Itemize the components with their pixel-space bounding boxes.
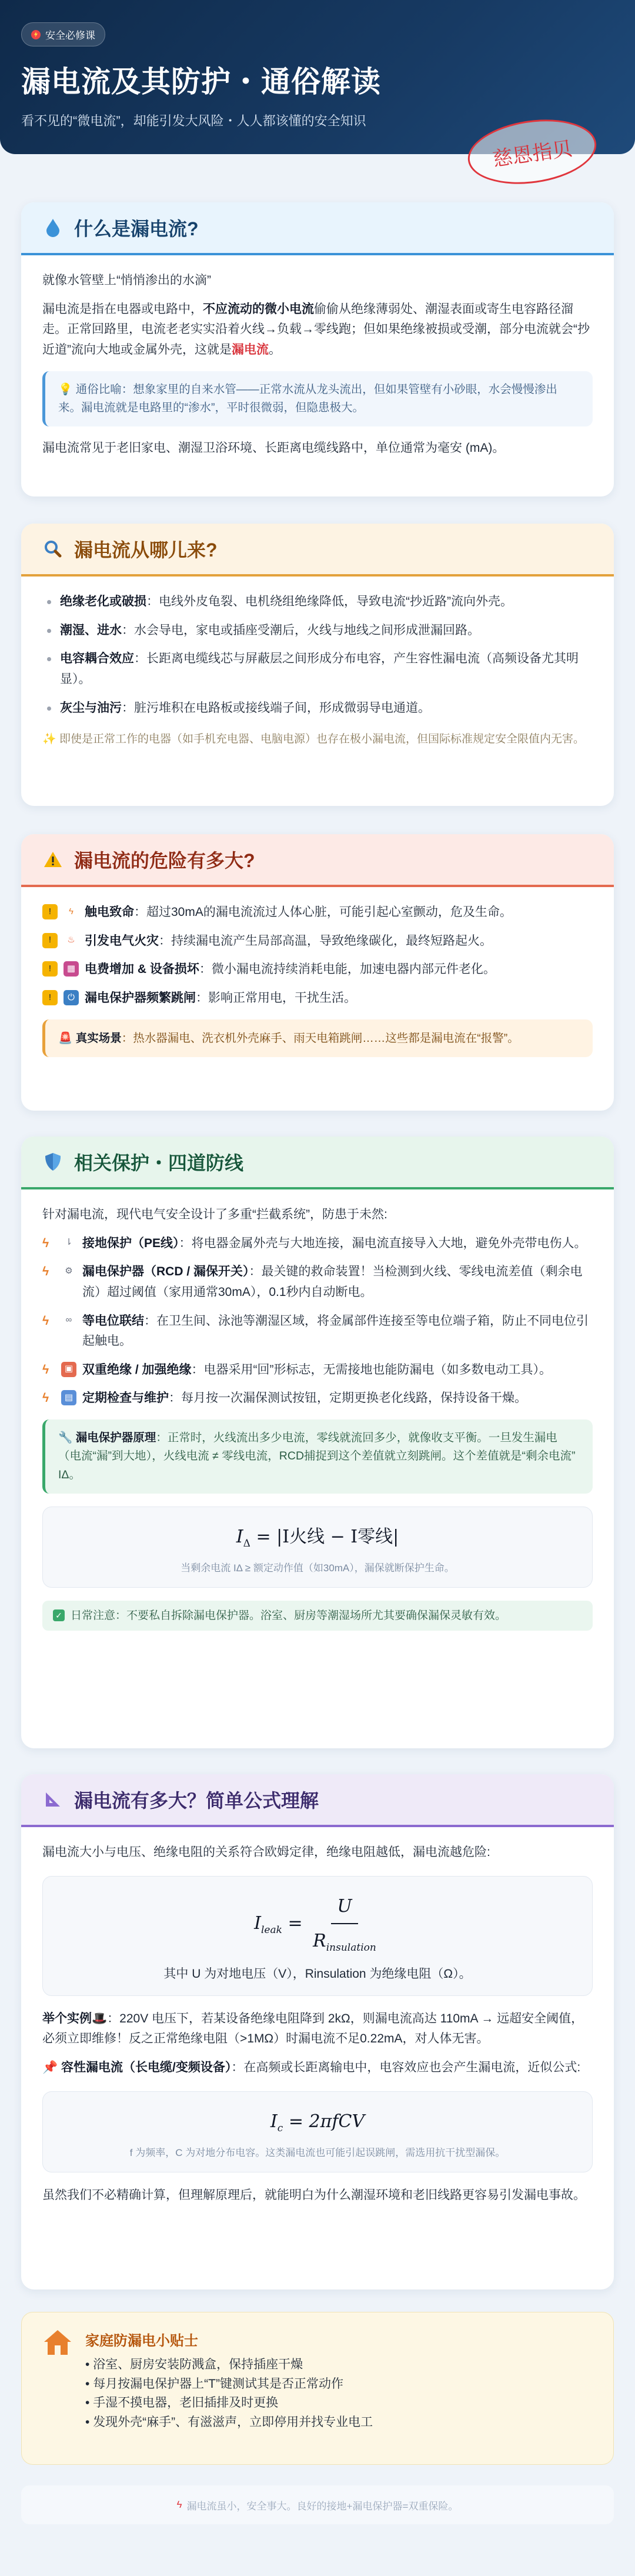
list-item: ϟ ▣ 双重绝缘 / 加强绝缘：电器采用“回”形标志，无需接地也能防漏电（如多数电动工具）。 [42, 1360, 593, 1381]
source-list [42, 592, 593, 718]
list-item: 电容耦合效应：长距离电缆线芯与屏蔽层之间形成分布电容，产生容性漏电流（高频设备尤其明显）。 [42, 649, 593, 689]
lightbulb-icon: 💡 [58, 382, 76, 396]
list-item: 潮湿、进水：水会导电，家电或插座受潮后，火线与地线之间形成泄漏回路。 [42, 621, 593, 641]
list-item: ! ♨ 引发电气火灾：持续漏电流产生局部高温，导致绝缘碳化，最终短路起火。 [42, 931, 593, 952]
stamp-seal: 慈恩指贝 [464, 112, 601, 192]
checkbox-icon: ✓ [53, 1609, 65, 1621]
formula-intro: 漏电流大小与电压、绝缘电阻的关系符合欧姆定律，绝缘电阻越低，漏电流越危险: [42, 1845, 490, 1859]
page-title: 漏电流及其防护・通俗解读 [21, 65, 381, 98]
house-icon [43, 2329, 72, 2448]
list-item: ! ▦ 电费增加 & 设备损坏：微小漏电流持续消耗电能，加速电器内部元件老化。 [42, 959, 593, 980]
footer [21, 2485, 614, 2524]
home-tips-title: 家庭防漏电小贴士 [85, 2333, 198, 2349]
list-item: ϟ ⇂ 接地保护（PE线）：将电器金属外壳与大地连接，漏电流直接导入大地，避免外壳带电伤人。 [42, 1234, 593, 1254]
section-header [21, 202, 614, 255]
warning-icon: ! [42, 961, 58, 977]
list-item: • 手湿不摸电器，老旧插排及时更换 [85, 2394, 373, 2413]
home-tips-list [85, 2355, 373, 2432]
page-subtitle: 看不见的“微电流”，却能引发大风险・人人都该懂的安全知识 [21, 114, 366, 128]
section-title: 漏电流的危险有多大? [74, 850, 255, 871]
section-header [21, 834, 614, 887]
section-title: 漏电流从哪儿来? [74, 539, 218, 561]
example-paragraph: 举个实例🎩：220V 电压下，若某设备绝缘电阻降到 2kΩ，则漏电流高达 110mA → 远超安全阈值，必须立即维修！反之正常绝缘电阻（>1MΩ）时漏电流不足0.22mA，对人体无害。 [42, 2011, 584, 2046]
home-tips-card [21, 2312, 614, 2465]
lightning-icon: ϟ [42, 1314, 49, 1328]
rcd-principle-callout: 🔧 漏电保护器原理：正常时，火线流出多少电流，零线就流回多少，就像收支平衡。一旦发生漏电（电流“漏”到大地），火线电流 ≠ 零线电流，RCD捕捉到这个差值就立刻跳闸。这个差值就是“剩余电流” IΔ。 [42, 1419, 593, 1494]
chain-icon: ∞ [65, 1315, 72, 1325]
sparkle-icon: ✨ [42, 733, 59, 746]
list-item: ϟ ∞ 等电位联结：在卫生间、泳池等潮湿区域，将金属部件连接至等电位端子箱，防止不同电位引起触电。 [42, 1311, 593, 1352]
warning-icon: ! [42, 904, 58, 919]
pin-icon: 📌 [42, 2061, 61, 2075]
water-drop-icon [42, 217, 63, 238]
protection-list [42, 1234, 593, 1409]
formula-caption: 当剩余电流 IΔ ≥ 额定动作值（如30mA），漏保就断保护生命。 [181, 1562, 454, 1574]
lightning-icon [31, 30, 41, 39]
section-title: 相关保护・四道防线 [74, 1152, 244, 1174]
warning-icon: ! [42, 990, 58, 1005]
section-protection [21, 1137, 614, 1748]
switch-icon: ⏻ [63, 990, 79, 1005]
magnifier-icon [42, 538, 63, 559]
lightning-icon: ϟ [42, 1362, 49, 1377]
triangle-ruler-icon [42, 1789, 63, 1810]
safety-badge [21, 22, 105, 46]
chart-icon: ▦ [63, 961, 79, 977]
list-item: 绝缘老化或破损：电线外皮龟裂、电机绕组绝缘降低，导致电流“抄近路”流向外壳。 [42, 592, 593, 612]
protection-intro: 针对漏电流，现代电气安全设计了多重“拦截系统”，防患于未然: [42, 1208, 387, 1221]
common-cases: 漏电流常见于老旧家电、潮湿卫浴环境、长距离电缆线路中，单位通常为毫安 (mA)。 [42, 441, 505, 455]
warning-icon: ! [42, 933, 58, 948]
section-header [21, 1137, 614, 1189]
danger-list [42, 902, 593, 1009]
shield-icon [42, 1151, 63, 1172]
section-title: 漏电流有多大？简单公式理解 [74, 1790, 319, 1811]
lightning-icon: ϟ [176, 2499, 182, 2510]
daily-note: ✓ 日常注意：不要私自拆除漏电保护器。浴室、厨房等潮湿场所尤其要确保漏保灵敏有效。 [42, 1601, 593, 1631]
list-item: 灰尘与油污：脏污堆积在电路板或接线端子间，形成微弱导电通道。 [42, 698, 593, 719]
list-item: • 发现外壳“麻手”、有滋滋声，立即停用并找专业电工 [85, 2413, 373, 2432]
analogy-tip: 💡 通俗比喻：想象家里的自来水管——正常水流从龙头流出，但如果管壁有小砂眼，水会慢慢渗出来。漏电流就是电路里的“渗水”，平时很微弱，但隐患极大。 [42, 371, 593, 426]
list-item: ! ϟ 触电致命：超过30mA的漏电流流过人体心脏，可能引起心室颤动，危及生命。 [42, 902, 593, 923]
fire-icon: ♨ [67, 935, 75, 945]
formula-caption: 其中 U 为对地电压（V），Rinsulation 为绝缘电阻（Ω）。 [163, 1967, 472, 1981]
lightning-icon: ϟ [42, 1265, 49, 1279]
ohm-law-formula: $I_{leak}$ = $\frac{U}{R_{insulation}}$ 其中 U 为对地电压（V），Rinsulation 为绝缘电阻（Ω）。 [42, 1876, 593, 1996]
lightning-icon: ϟ [42, 1236, 49, 1250]
section-header [21, 1774, 614, 1827]
formula-caption: f 为频率，C 为对地分布电容。这类漏电流也可能引起误跳闸，需选用抗干扰型漏保。 [129, 2147, 506, 2158]
section-danger [21, 834, 614, 1111]
alarm-icon: 🚨 [58, 1031, 76, 1045]
pin-icon: ⇂ [65, 1237, 73, 1248]
list-item: • 浴室、厨房安装防溅盒，保持插座干燥 [85, 2355, 373, 2375]
list-item: ϟ ⚙ 漏电保护器（RCD / 漏保开关）：最关键的救命装置！当检测到火线、零线电流差值（剩余电流）超过阈值（家用通常30mA），0.1秒内自动断电。 [42, 1262, 593, 1302]
gear-icon: ⚙ [65, 1265, 73, 1276]
section-formula [21, 1774, 614, 2290]
section-header [21, 524, 614, 576]
analogy-line: 就像水管壁上“悄悄渗出的水滴” [42, 274, 211, 287]
formula-outro: 虽然我们不必精确计算，但理解原理后，就能明白为什么潮湿环境和老旧线路更容易引发漏电事故。 [42, 2188, 586, 2202]
warning-icon [42, 849, 63, 870]
lightning-icon: ϟ [42, 1391, 49, 1405]
footer-text: 漏电流虽小，安全事大。良好的接地+漏电保护器=双重保险。 [186, 2500, 459, 2512]
square-icon: ▣ [61, 1362, 76, 1377]
section-title: 什么是漏电流? [74, 218, 199, 239]
source-note: ✨ 即使是正常工作的电器（如手机充电器、电脑电源）也存在极小漏电流，但国际标准规定安全限值内无害。 [42, 733, 584, 746]
capacitive-formula: $I_c = 2\pi fCV$ f 为频率，C 为对地分布电容。这类漏电流也可能引起误跳闸，需选用抗干扰型漏保。 [42, 2091, 593, 2172]
badge-label: 安全必修课 [45, 30, 95, 41]
lightning-icon: ϟ [69, 906, 73, 917]
section-sources [21, 524, 614, 806]
wrench-icon: 🔧 [58, 1431, 76, 1445]
list-item: ! ⏻ 漏电保护器频繁跳闸：影响正常用电，干扰生活。 [42, 988, 593, 1009]
section-what-is [21, 202, 614, 496]
capacitive-paragraph: 📌 容性漏电流（长电缆/变频设备）：在高频或长距离输电中，电容效应也会产生漏电流，近似公式: [42, 2061, 581, 2075]
calendar-icon: ▤ [61, 1390, 76, 1405]
list-item: • 每月按漏电保护器上“T”键测试其是否正常动作 [85, 2375, 373, 2394]
definition-paragraph: 漏电流是指在电器或电路中，不应流动的微小电流偷偷从绝缘薄弱处、潮湿表面或寄生电容路径溜走。正常回路里，电流老老实实沿着火线→负载→零线跑；但如果绝缘被损或受潮，部分电流就会“抄近道”流向大地或金属外壳，这就是漏电流。 [42, 302, 590, 356]
hat-icon: 🎩 [92, 2011, 108, 2025]
residual-current-formula: $I_\Delta = |I$火线 − I零线| 当剩余电流 IΔ ≥ 额定动作值（如30mA），漏保就断保护生命。 [42, 1507, 593, 1588]
real-scene-callout: 🚨 真实场景：热水器漏电、洗衣机外壳麻手、雨天电箱跳闸……这些都是漏电流在“报警”。 [42, 1019, 593, 1057]
list-item: ϟ ▤ 定期检查与维护：每月按一次漏保测试按钮，定期更换老化线路，保持设备干燥。 [42, 1388, 593, 1409]
